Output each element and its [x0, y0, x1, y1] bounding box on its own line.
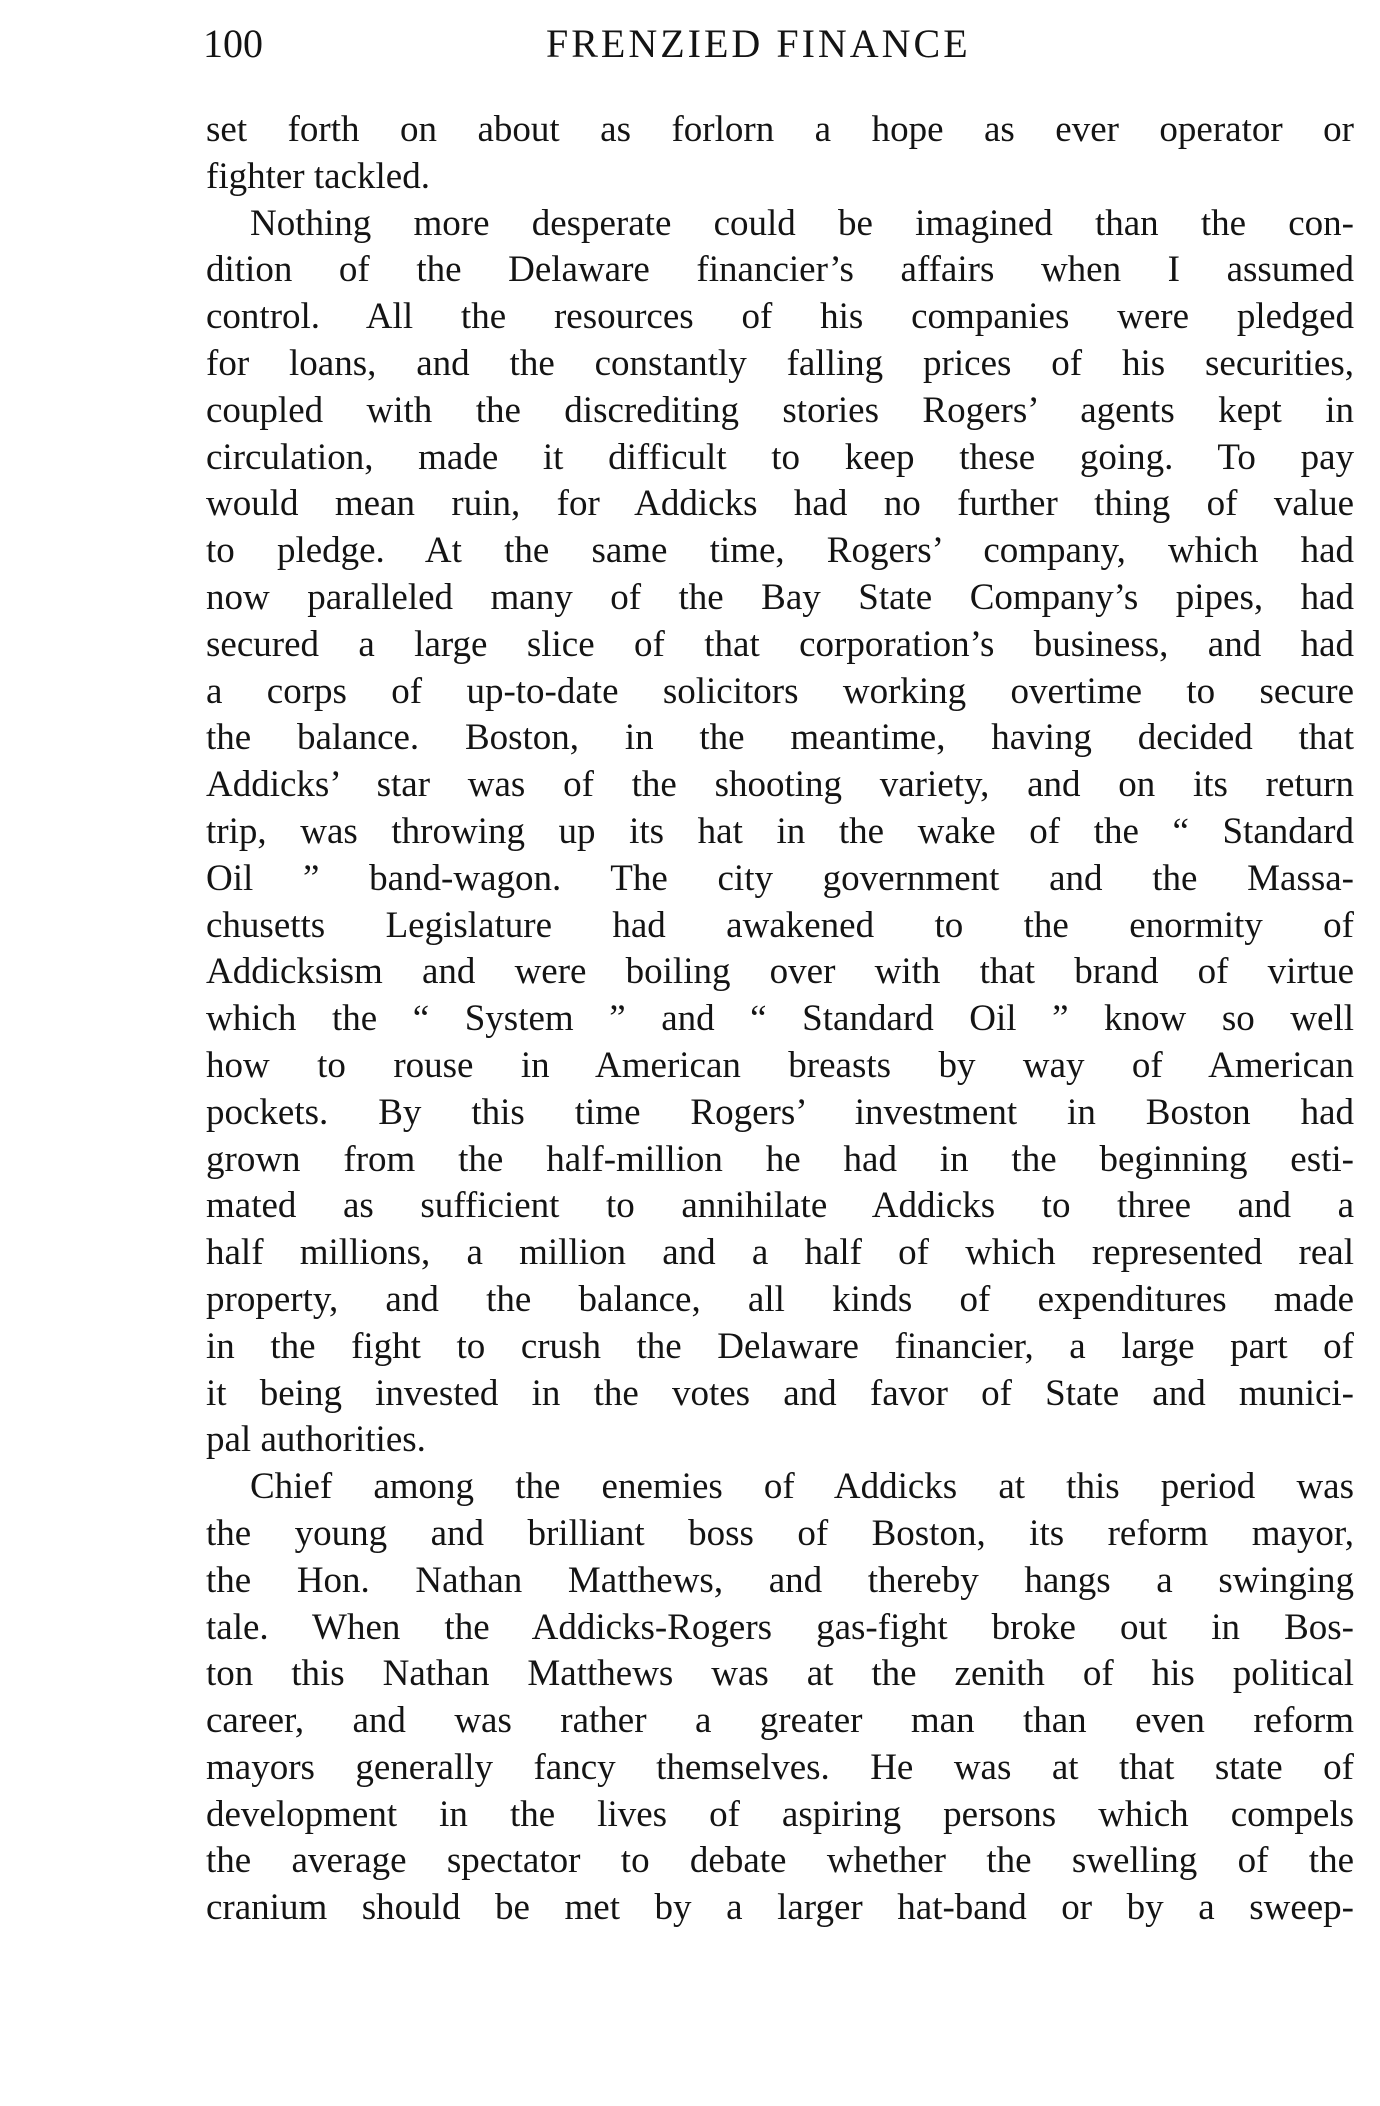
text-line: it being invested in the votes and favor of State and munici- — [206, 1372, 1354, 1414]
text-line: ton this Nathan Matthews was at the zenith of his political — [206, 1653, 1354, 1695]
text-line: dition of the Delaware financier’s affairs when I assumed — [206, 249, 1354, 291]
text-line: secured a large slice of that corporation’s business, and had — [206, 623, 1354, 665]
page-number: 100 — [203, 21, 263, 66]
running-head — [203, 14, 1355, 74]
text-line: half millions, a million and a half of which represented real — [206, 1232, 1354, 1274]
text-line: a corps of up-to-date solicitors working overtime to secure — [206, 670, 1354, 712]
text-line: set forth on about as forlorn a hope as ever operator or — [206, 109, 1354, 150]
text-line: trip, was throwing up its hat in the wake of the “ Standard — [206, 810, 1354, 852]
text-line: career, and was rather a greater man than even reform — [206, 1700, 1354, 1742]
text-line: control. All the resources of his companies were pledged — [206, 296, 1354, 338]
text-line: for loans, and the constantly falling prices of his securities, — [206, 342, 1354, 384]
text-line: circulation, made it difficult to keep these going. To pay — [206, 436, 1354, 478]
text-line: coupled with the discrediting stories Rogers’ agents kept in — [206, 389, 1354, 431]
text-line: the young and brilliant boss of Boston, its reform mayor, — [206, 1512, 1354, 1554]
text-line: grown from the half-million he had in the beginning esti- — [206, 1138, 1354, 1180]
text-line: fighter tackled. — [206, 155, 430, 197]
text-line: pal authorities. — [206, 1419, 426, 1461]
text-line: chusetts Legislature had awakened to the enormity of — [206, 904, 1354, 946]
text-line: which the “ System ” and “ Standard Oil ” know so well — [206, 998, 1354, 1040]
text-line: the Hon. Nathan Matthews, and thereby hangs a swinging — [206, 1559, 1354, 1601]
text-line: in the fight to crush the Delaware financier, a large part of — [206, 1325, 1354, 1367]
text-line: property, and the balance, all kinds of expenditures made — [206, 1278, 1354, 1320]
text-line: Chief among the enemies of Addicks at this period was — [250, 1466, 1354, 1508]
text-line: now paralleled many of the Bay State Company’s pipes, had — [206, 576, 1354, 618]
text-line: Addicksism and were boiling over with that brand of virtue — [206, 951, 1354, 993]
text-line: development in the lives of aspiring persons which compels — [206, 1793, 1354, 1835]
text-line: the balance. Boston, in the meantime, having decided that — [206, 717, 1354, 759]
text-line: cranium should be met by a larger hat-band or by a sweep- — [206, 1887, 1354, 1929]
text-line: mayors generally fancy themselves. He was at that state of — [206, 1746, 1354, 1788]
text-line: to pledge. At the same time, Rogers’ company, which had — [206, 530, 1354, 572]
text-line: tale. When the Addicks-Rogers gas-fight broke out in Bos- — [206, 1606, 1354, 1648]
text-line: Addicks’ star was of the shooting variety, and on its return — [206, 764, 1354, 806]
running-title: FRENZIED FINANCE — [546, 21, 971, 66]
text-line: mated as sufficient to annihilate Addicks to three and a — [206, 1185, 1354, 1227]
text-line: how to rouse in American breasts by way of American — [206, 1044, 1354, 1086]
text-line: Oil ” band-wagon. The city government and the Massa- — [206, 857, 1354, 899]
body-text — [206, 107, 1354, 1932]
text-line: the average spectator to debate whether the swelling of the — [206, 1840, 1354, 1882]
text-line: pockets. By this time Rogers’ investment in Boston had — [206, 1091, 1354, 1133]
text-line: would mean ruin, for Addicks had no further thing of value — [206, 483, 1354, 525]
text-line: Nothing more desperate could be imagined than the con- — [250, 202, 1354, 244]
